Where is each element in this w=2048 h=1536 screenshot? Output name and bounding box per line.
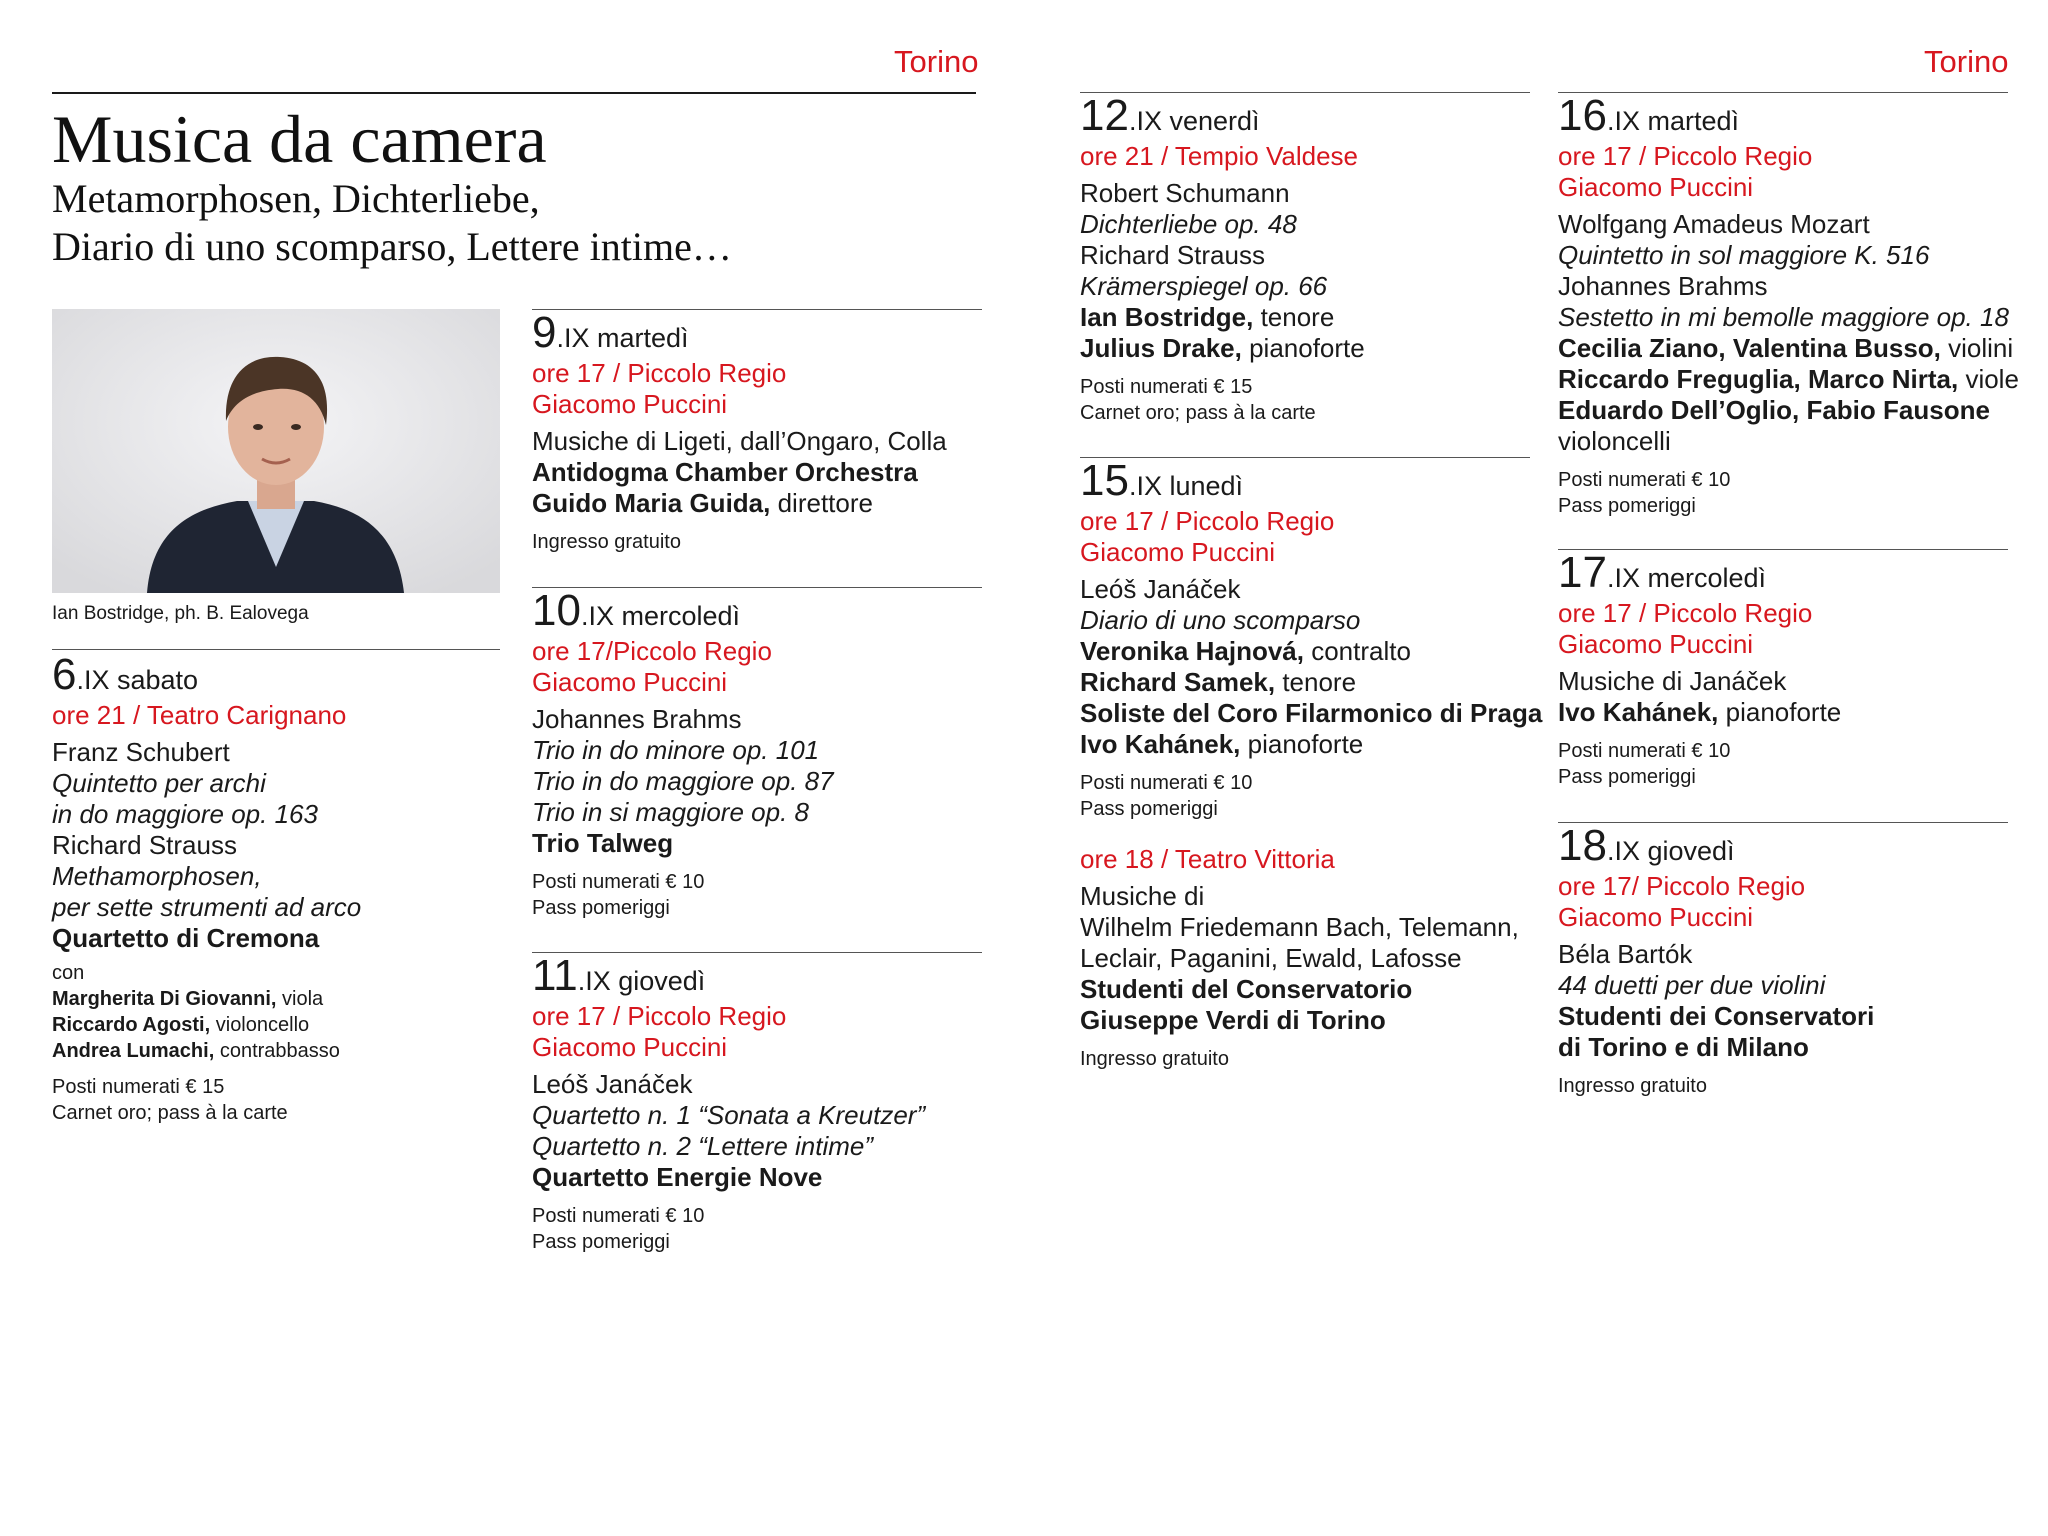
subtitle-line-1: Metamorphosen, Dichterliebe, [52, 176, 540, 221]
performer: Soliste del Coro Filarmonico di Praga [1080, 698, 1543, 728]
performer [1558, 364, 2018, 395]
event-cast [52, 960, 512, 1064]
performer [1080, 729, 1540, 760]
performer-name: Ivo Kahánek, [1080, 729, 1241, 759]
price-line: Posti numerati € 10 [532, 1205, 705, 1227]
divider-11 [532, 952, 982, 953]
program-line: Musiche di Ligeti, dall’Ongaro, Colla [532, 426, 947, 456]
work-title: Sestetto in mi bemolle maggiore op. 18 [1558, 302, 2009, 332]
work-title: 44 duetti per due violini [1558, 970, 1826, 1000]
event-program [532, 1069, 992, 1193]
performer [532, 488, 992, 519]
performer-role: pianoforte [1241, 333, 1365, 363]
portrait-illustration [52, 309, 500, 593]
price-line: Ingresso gratuito [1080, 1048, 1229, 1070]
event-venue-name: Giacomo Puccini [1558, 172, 1754, 202]
event-price [1080, 374, 1540, 426]
price-line: Posti numerati € 10 [1558, 469, 1731, 491]
performer-name: Cecilia Ziano, Valentina Busso, [1558, 333, 1941, 363]
performer: Giuseppe Verdi di Torino [1080, 1005, 1386, 1035]
performer: Trio Talweg [532, 828, 674, 858]
cast-role: violoncello [210, 1014, 310, 1036]
event-program [1080, 178, 1540, 364]
performer: Studenti del Conservatorio [1080, 974, 1413, 1004]
price-line: Carnet oro; pass à la carte [52, 1102, 288, 1124]
header-rule-col4 [1558, 92, 2008, 93]
event-date [1558, 821, 2018, 871]
event-date [532, 308, 992, 358]
price-line: Posti numerati € 10 [532, 871, 705, 893]
program-line: Leclair, Paganini, Ewald, Lafosse [1080, 943, 1462, 973]
date-month-weekday: .IX venerdì [1128, 106, 1260, 136]
event-16 [1558, 91, 2019, 519]
work-title: per sette strumenti ad arco [52, 892, 362, 922]
event-date [532, 586, 992, 636]
date-month-weekday: .IX lunedì [1128, 471, 1244, 501]
divider-18 [1558, 822, 2008, 823]
performer-role: violini [1940, 333, 2014, 363]
page-title: Musica da camera [52, 101, 547, 177]
event-price [1558, 738, 2018, 790]
work-title: Dichterliebe op. 48 [1080, 209, 1297, 239]
photo-caption: Ian Bostridge, ph. B. Ealovega [52, 603, 309, 624]
work-title: Krämerspiegel op. 66 [1080, 271, 1328, 301]
event-date [1080, 456, 1540, 506]
work-title: Diario di uno scomparso [1080, 605, 1361, 635]
event-date [1080, 91, 1540, 141]
work-title: Quartetto n. 1 “Sonata a Kreutzer” [532, 1100, 926, 1130]
performer [1080, 302, 1540, 333]
program-line: Wilhelm Friedemann Bach, Telemann, [1080, 912, 1519, 942]
price-line: Pass pomeriggi [1558, 766, 1696, 788]
event-program [1080, 881, 1540, 1036]
cast-name: Margherita Di Giovanni, [52, 988, 277, 1010]
cast-role: viola [276, 988, 324, 1010]
price-line: Pass pomeriggi [1080, 798, 1218, 820]
event-program [52, 737, 512, 954]
event-program [532, 704, 992, 859]
event-program [1558, 209, 2018, 457]
event-program [1080, 574, 1543, 760]
event-time-venue: ore 21 / Tempio Valdese [1080, 141, 1358, 171]
event-15 [1080, 456, 1543, 1072]
event-date [52, 650, 512, 700]
event-time-venue: ore 17 / Piccolo Regio [1080, 506, 1335, 536]
performer-name: Riccardo Freguglia, Marco Nirta, [1558, 364, 1959, 394]
performer-name: Julius Drake, [1080, 333, 1242, 363]
performer-role: tenore [1253, 302, 1335, 332]
composer: Leóš Janáček [532, 1069, 693, 1099]
event-venue-name: Giacomo Puccini [1558, 629, 1754, 659]
header-rule-col3 [1080, 92, 1530, 93]
event-price [532, 1203, 992, 1255]
city-label-right: Torino [1924, 44, 2009, 79]
performer-role: viole [1958, 364, 2019, 394]
event-18 [1558, 821, 2018, 1099]
page-subtitle [52, 175, 732, 271]
event-time-venue: ore 17 / Piccolo Regio [1558, 598, 1813, 628]
cast-member [52, 1038, 512, 1064]
performer-role: violoncelli [1558, 426, 1671, 456]
divider-10 [532, 587, 982, 588]
event-price [52, 1074, 512, 1126]
event-venue-name: Giacomo Puccini [1080, 537, 1276, 567]
composer: Franz Schubert [52, 737, 230, 767]
performer: Eduardo Dell’Oglio, Fabio Fausone [1558, 395, 1990, 425]
date-month-weekday: .IX mercoledì [580, 601, 741, 631]
program-line: Musiche di Janáček [1558, 666, 1787, 696]
event-venue-name: Giacomo Puccini [532, 389, 728, 419]
date-day: 12 [1080, 91, 1129, 140]
date-day: 17 [1558, 548, 1607, 597]
price-line: Pass pomeriggi [1558, 495, 1696, 517]
event-program [1558, 666, 2018, 728]
event-time-venue: ore 17 / Piccolo Regio [532, 358, 787, 388]
date-day: 11 [532, 951, 578, 1000]
composer: Leóš Janáček [1080, 574, 1241, 604]
performer-name: Guido Maria Guida, [532, 488, 771, 518]
event-6 [52, 650, 512, 1126]
event-venue-name: Giacomo Puccini [532, 667, 728, 697]
work-title: Trio in si maggiore op. 8 [532, 797, 809, 827]
performer: Quartetto di Cremona [52, 923, 320, 953]
performer-name: Ivo Kahánek, [1558, 697, 1719, 727]
performer-role: direttore [770, 488, 873, 518]
event-price [532, 529, 992, 555]
price-line: Pass pomeriggi [532, 1231, 670, 1253]
price-line: Pass pomeriggi [532, 897, 670, 919]
work-title: Trio in do minore op. 101 [532, 735, 820, 765]
cast-name: Andrea Lumachi, [52, 1040, 215, 1062]
program-line: Musiche di [1080, 881, 1205, 911]
event-price [1558, 1073, 2018, 1099]
event-venue-name: Giacomo Puccini [1558, 902, 1754, 932]
divider-17 [1558, 549, 2008, 550]
performer [1558, 333, 2018, 364]
date-day: 9 [532, 308, 557, 357]
portrait-photo [52, 309, 500, 593]
cast-name: Riccardo Agosti, [52, 1014, 211, 1036]
event-11 [532, 951, 992, 1255]
performer-name: Ian Bostridge, [1080, 302, 1254, 332]
header-rule-left [52, 92, 976, 94]
performer: Studenti dei Conservatori [1558, 1001, 1875, 1031]
work-title: Methamorphosen, [52, 861, 262, 891]
performer [1080, 333, 1540, 364]
event-date [1558, 91, 2018, 141]
performer: Antidogma Chamber Orchestra [532, 457, 918, 487]
price-line: Posti numerati € 10 [1080, 772, 1253, 794]
event-time-venue: ore 21 / Teatro Carignano [52, 700, 347, 730]
performer-role: pianoforte [1718, 697, 1842, 727]
price-line: Carnet oro; pass à la carte [1080, 402, 1316, 424]
event-time-venue: ore 17 / Piccolo Regio [532, 1001, 787, 1031]
performer-name: Richard Samek, [1080, 667, 1276, 697]
price-line: Posti numerati € 10 [1558, 740, 1731, 762]
event-time-venue: ore 18 / Teatro Vittoria [1080, 844, 1335, 874]
event-price [1080, 1046, 1540, 1072]
event-time-venue: ore 17/Piccolo Regio [532, 636, 772, 666]
event-15-second [1080, 844, 1540, 1072]
event-price [532, 869, 992, 921]
performer [1080, 667, 1540, 698]
date-month-weekday: .IX giovedì [577, 966, 706, 996]
composer: Johannes Brahms [1558, 271, 1768, 301]
event-venue-name: Giacomo Puccini [532, 1032, 728, 1062]
work-title: in do maggiore op. 163 [52, 799, 318, 829]
divider-9 [532, 309, 982, 310]
performer-role: pianoforte [1240, 729, 1364, 759]
date-month-weekday: .IX giovedì [1606, 836, 1735, 866]
event-12 [1080, 91, 1540, 426]
composer: Wolfgang Amadeus Mozart [1558, 209, 1870, 239]
work-title: Quintetto in sol maggiore K. 516 [1558, 240, 1930, 270]
event-date [1558, 548, 2018, 598]
date-month-weekday: .IX sabato [76, 665, 199, 695]
event-time-venue: ore 17 / Piccolo Regio [1558, 141, 1813, 171]
event-17 [1558, 548, 2018, 790]
composer: Johannes Brahms [532, 704, 742, 734]
event-price [1558, 467, 2018, 519]
performer: Quartetto Energie Nove [532, 1162, 823, 1192]
cast-role: contrabbasso [214, 1040, 340, 1062]
price-line: Posti numerati € 15 [1080, 376, 1253, 398]
composer: Béla Bartók [1558, 939, 1693, 969]
date-day: 16 [1558, 91, 1607, 140]
performer [1080, 636, 1540, 667]
event-9 [532, 308, 992, 555]
subtitle-line-2: Diario di uno scomparso, Lettere intime… [52, 224, 732, 269]
work-title: Trio in do maggiore op. 87 [532, 766, 834, 796]
composer: Richard Strauss [52, 830, 237, 860]
date-day: 10 [532, 586, 581, 635]
date-day: 18 [1558, 821, 1607, 870]
composer: Robert Schumann [1080, 178, 1290, 208]
performer-role: tenore [1275, 667, 1357, 697]
divider-6 [52, 649, 500, 650]
event-time-venue: ore 17/ Piccolo Regio [1558, 871, 1806, 901]
divider-15 [1080, 457, 1530, 458]
price-line: Ingresso gratuito [1558, 1075, 1707, 1097]
date-day: 6 [52, 650, 77, 699]
event-program [532, 426, 992, 519]
event-10 [532, 586, 992, 921]
cast-member [52, 986, 512, 1012]
event-price [1080, 770, 1540, 822]
cast-intro: con [52, 962, 85, 984]
performer [1558, 697, 2018, 728]
performer-role: contralto [1303, 636, 1411, 666]
composer: Richard Strauss [1080, 240, 1265, 270]
performer: di Torino e di Milano [1558, 1032, 1809, 1062]
work-title: Quintetto per archi [52, 768, 266, 798]
performer-name: Veronika Hajnová, [1080, 636, 1304, 666]
event-date [532, 951, 992, 1001]
work-title: Quartetto n. 2 “Lettere intime” [532, 1131, 874, 1161]
date-month-weekday: .IX martedì [556, 323, 689, 353]
date-month-weekday: .IX mercoledì [1606, 563, 1767, 593]
price-line: Posti numerati € 15 [52, 1076, 225, 1098]
date-month-weekday: .IX martedì [1606, 106, 1739, 136]
city-label-left: Torino [894, 44, 979, 79]
event-program [1558, 939, 2018, 1063]
date-day: 15 [1080, 456, 1129, 505]
price-line: Ingresso gratuito [532, 531, 681, 553]
cast-member [52, 1012, 512, 1038]
